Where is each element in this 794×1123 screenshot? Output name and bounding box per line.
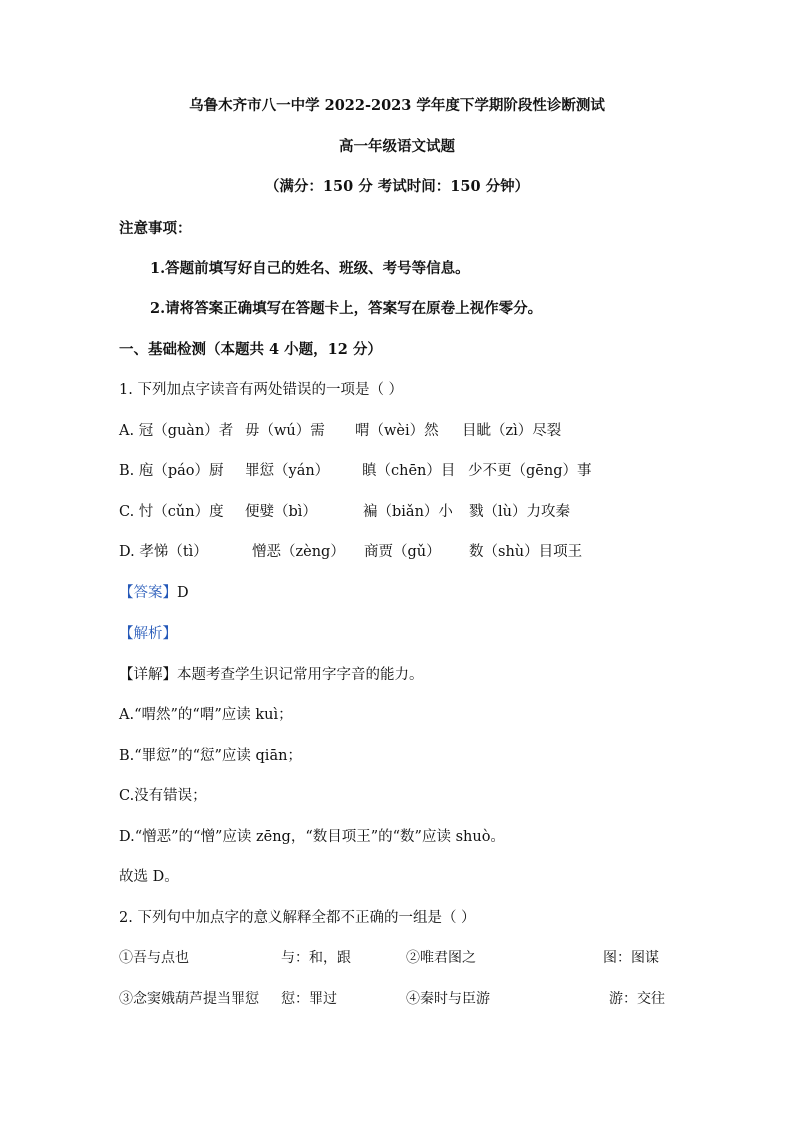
question-2-cell: 愆：罪过 — [281, 991, 337, 1007]
question-2-stem: 2. 下列句中加点字的意义解释全都不正确的一组是（ ） — [119, 910, 476, 926]
detail-tag: 【详解】 — [119, 667, 177, 683]
notice-item: 1.答题前填写好自己的姓名、班级、考号等信息。 — [150, 260, 470, 277]
explanation-line: B.“罪愆”的“愆”应读 qiān； — [119, 748, 302, 764]
notice-heading: 注意事项： — [119, 220, 192, 237]
explanation-line: A.“喟然”的“喟”应读 kuì； — [119, 707, 293, 723]
option-a-item: 喟（wèi）然 — [355, 423, 439, 439]
question-2-cell: 与：和，跟 — [281, 950, 351, 966]
conclusion-line: 故选 D。 — [119, 869, 179, 885]
explanation-line: D.“憎恶”的“憎”应读 zēng，“数目项王”的“数”应读 shuò。 — [119, 829, 505, 845]
score-line: （满分：150 分 考试时间：150 分钟） — [264, 178, 530, 195]
option-d-item: 商贾（gǔ） — [364, 544, 441, 560]
option-a-item: 目眦（zì）尽裂 — [462, 423, 562, 439]
option-b-item: B. 庖（páo）厨 — [119, 463, 224, 479]
question-2-cell: ②唯君图之 — [406, 950, 476, 966]
option-c-item: 褊（biǎn）小 — [363, 504, 453, 520]
question-2-cell: ③念窦娥葫芦提当罪愆 — [119, 991, 259, 1007]
answer-tag: 【答案】 — [119, 585, 177, 601]
question-1-stem: 1. 下列加点字读音有两处错误的一项是（ ） — [119, 382, 404, 398]
option-c-item: 便嬖（bì） — [245, 504, 317, 520]
option-c-item: 戮（lù）力攻秦 — [469, 504, 570, 520]
option-d-item: 数（shù）目项王 — [469, 544, 583, 560]
option-d-item: D. 孝悌（tì） — [119, 544, 208, 560]
answer-value: D — [177, 585, 189, 601]
answer-line — [119, 584, 189, 602]
section-heading: 一、基础检测（本题共 4 小题，12 分） — [119, 341, 382, 358]
option-d-item: 憎恶（zèng） — [252, 544, 345, 560]
option-b-item: 少不更（gēng）事 — [468, 463, 592, 479]
option-a-item: 毋（wú）需 — [245, 423, 325, 439]
option-a-item: A. 冠（guàn）者 — [119, 423, 234, 439]
question-2-cell: ①吾与点也 — [119, 950, 189, 966]
question-2-cell: ④秦时与臣游 — [406, 991, 490, 1007]
analysis-tag: 【解析】 — [119, 626, 177, 642]
option-b-item: 罪愆（yán） — [245, 463, 330, 479]
detail-line — [119, 666, 424, 684]
notice-item: 2.请将答案正确填写在答题卡上，答案写在原卷上视作零分。 — [150, 300, 543, 317]
detail-text: 本题考查学生识记常用字字音的能力。 — [177, 667, 424, 683]
explanation-line: C.没有错误； — [119, 788, 207, 804]
exam-subtitle: 高一年级语文试题 — [339, 138, 455, 155]
exam-title: 乌鲁木齐市八一中学 2022-2023 学年度下学期阶段性诊断测试 — [189, 97, 605, 114]
question-2-cell: 游：交往 — [609, 991, 665, 1007]
option-b-item: 瞋（chēn）目 — [362, 463, 456, 479]
option-c-item: C. 忖（cǔn）度 — [119, 504, 224, 520]
question-2-cell: 图：图谋 — [603, 950, 659, 966]
